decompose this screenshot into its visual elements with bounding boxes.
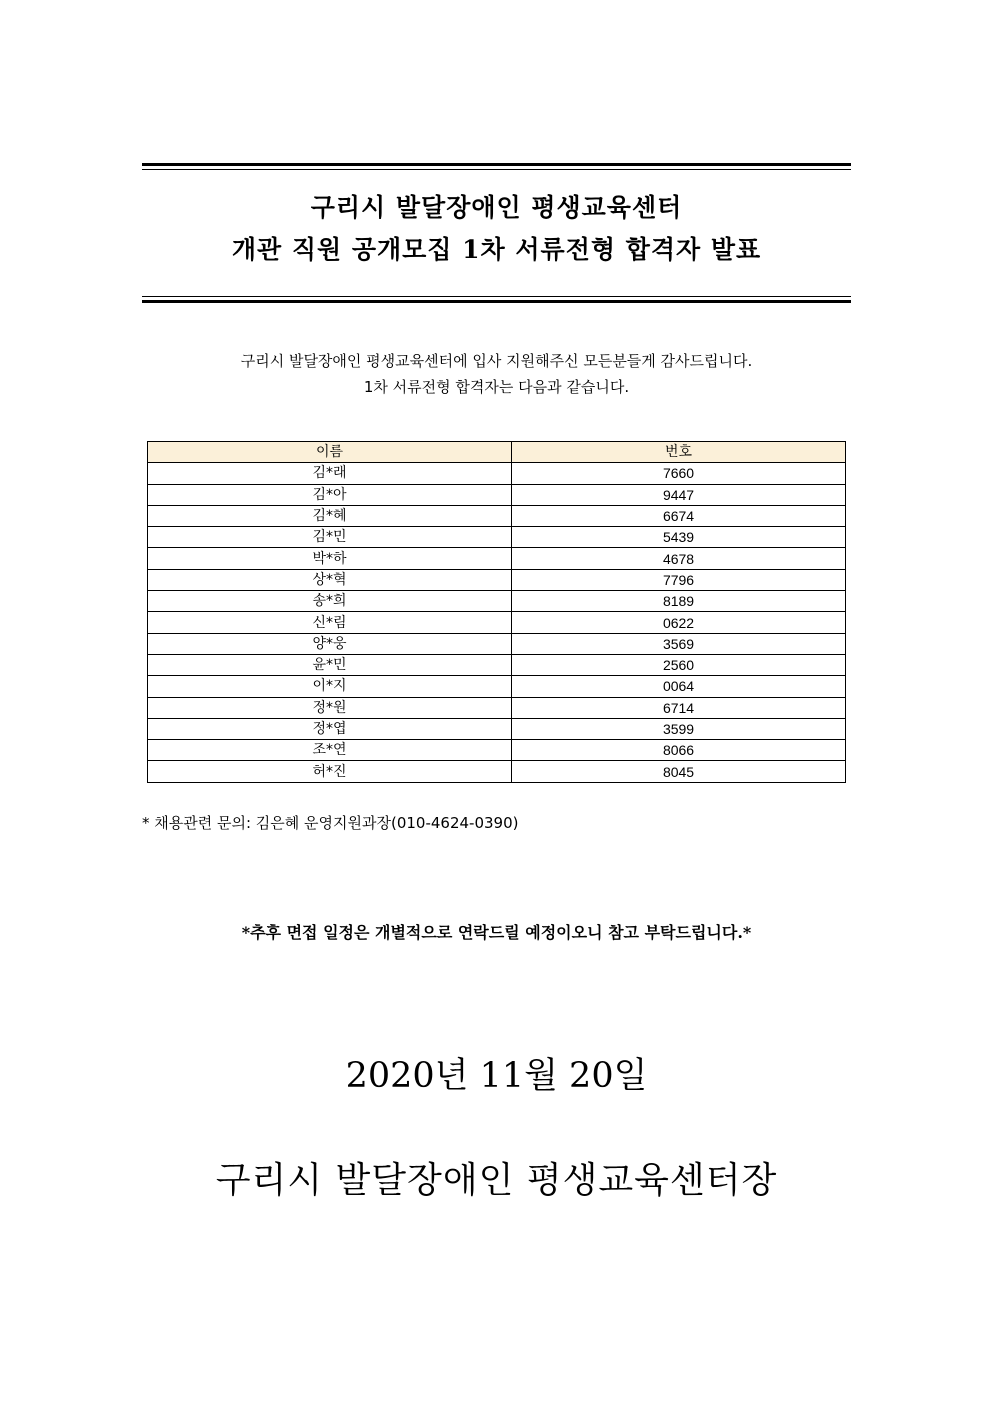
applicant-number-cell: 7660 <box>512 463 846 484</box>
bottom-double-rule <box>142 296 851 303</box>
applicant-name-cell: 정*엽 <box>148 718 512 739</box>
table-row <box>148 740 846 761</box>
table-row <box>148 505 846 526</box>
applicant-number-cell: 3569 <box>512 633 846 654</box>
applicant-number-cell: 7796 <box>512 569 846 590</box>
interview-notice: *추후 면접 일정은 개별적으로 연락드릴 예정이오니 참고 부탁드립니다.* <box>241 923 752 942</box>
applicant-name-cell: 김*민 <box>148 527 512 548</box>
applicant-name-cell: 이*지 <box>148 676 512 697</box>
applicant-name-cell: 송*희 <box>148 591 512 612</box>
applicant-name-cell: 허*진 <box>148 761 512 782</box>
applicant-name-cell: 김*아 <box>148 484 512 505</box>
applicant-number-cell: 0064 <box>512 676 846 697</box>
applicant-name-cell: 박*하 <box>148 548 512 569</box>
table-row <box>148 527 846 548</box>
applicant-number-cell: 8045 <box>512 761 846 782</box>
applicant-number-cell: 6714 <box>512 697 846 718</box>
applicant-number-cell: 9447 <box>512 484 846 505</box>
issuer-name: 구리시 발달장애인 평생교육센터장 <box>215 1160 778 1201</box>
table-row <box>148 569 846 590</box>
applicant-name-cell: 신*림 <box>148 612 512 633</box>
contact-info: * 채용관련 문의: 김은혜 운영지원과장(010-4624-0390) <box>142 814 519 832</box>
results-table <box>147 441 846 783</box>
intro-line1: 구리시 발달장애인 평생교육센터에 입사 지원해주신 모든분들게 감사드립니다. <box>240 352 753 370</box>
column-header-number: 번호 <box>512 442 846 463</box>
applicant-name-cell: 조*연 <box>148 740 512 761</box>
document-title-line1: 구리시 발달장애인 평생교육센터 <box>310 193 683 222</box>
column-header-name: 이름 <box>148 442 512 463</box>
intro-line2: 1차 서류전형 합격자는 다음과 같습니다. <box>363 378 630 396</box>
applicant-number-cell: 8189 <box>512 591 846 612</box>
table-row <box>148 612 846 633</box>
applicant-name-cell: 윤*민 <box>148 654 512 675</box>
document-title-line2: 개관 직원 공개모집 1차 서류전형 합격자 발표 <box>231 235 762 264</box>
applicant-number-cell: 4678 <box>512 548 846 569</box>
applicant-name-cell: 김*래 <box>148 463 512 484</box>
table-row <box>148 697 846 718</box>
applicant-number-cell: 0622 <box>512 612 846 633</box>
table-row <box>148 463 846 484</box>
table-header-row <box>148 442 846 463</box>
table-body <box>148 463 846 782</box>
applicant-number-cell: 3599 <box>512 718 846 739</box>
table-row <box>148 591 846 612</box>
applicant-name-cell: 양*웅 <box>148 633 512 654</box>
table-row <box>148 484 846 505</box>
applicant-number-cell: 5439 <box>512 527 846 548</box>
announcement-date: 2020년 11월 20일 <box>345 1056 648 1096</box>
top-double-rule <box>142 163 851 170</box>
applicant-name-cell: 김*혜 <box>148 505 512 526</box>
applicant-number-cell: 2560 <box>512 654 846 675</box>
table-row <box>148 761 846 782</box>
table-row <box>148 676 846 697</box>
table-row <box>148 633 846 654</box>
table-row <box>148 548 846 569</box>
applicant-number-cell: 8066 <box>512 740 846 761</box>
table-row <box>148 654 846 675</box>
applicant-name-cell: 정*원 <box>148 697 512 718</box>
table-row <box>148 718 846 739</box>
applicant-name-cell: 상*혁 <box>148 569 512 590</box>
applicant-number-cell: 6674 <box>512 505 846 526</box>
